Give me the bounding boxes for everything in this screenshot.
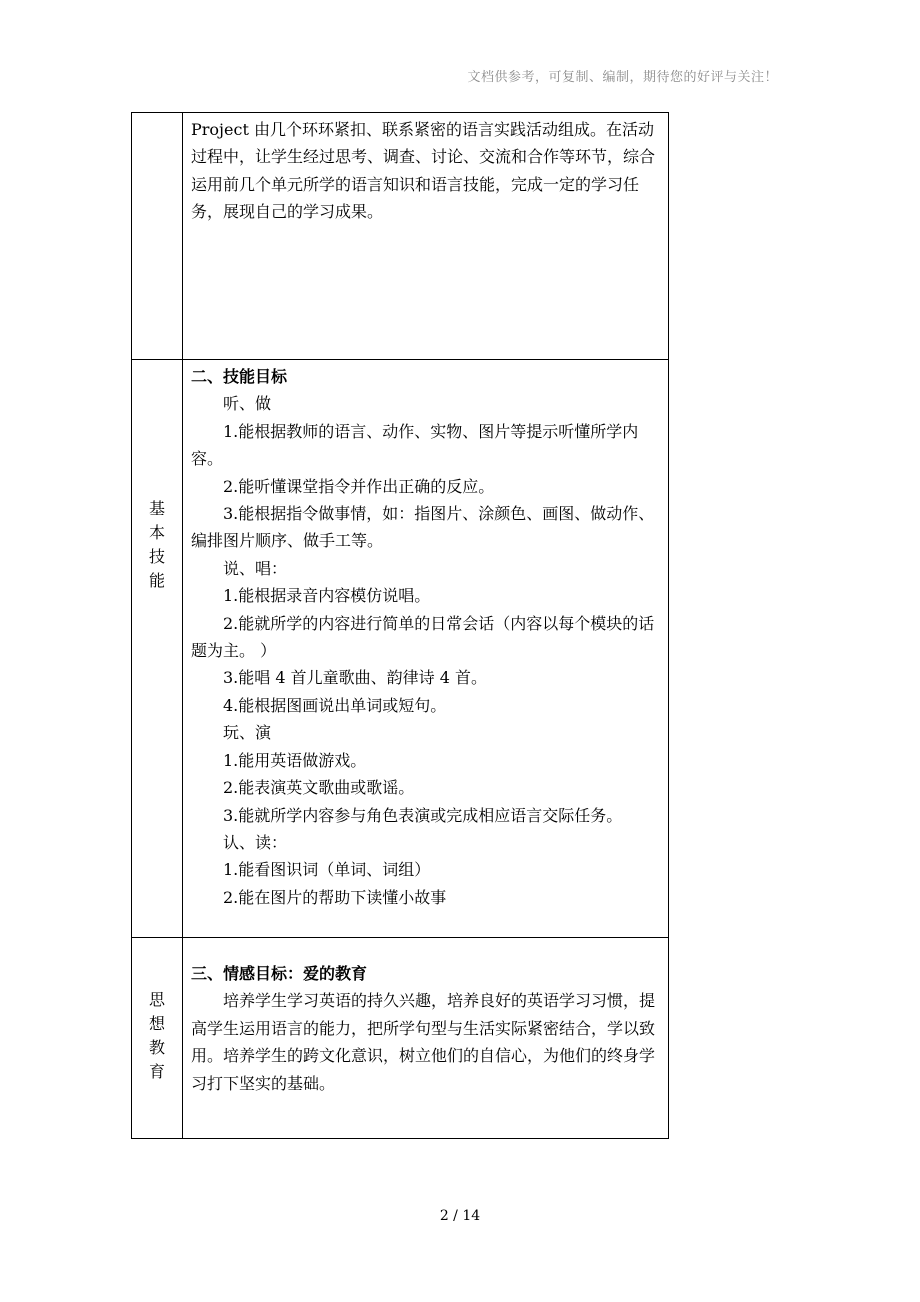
row-content-cell — [183, 938, 669, 1139]
paragraph: 2.能表演英文歌曲或歌谣。 — [223, 778, 415, 798]
table-row — [132, 938, 669, 1139]
section-heading: 二、技能目标 — [191, 367, 288, 386]
row-content — [183, 113, 668, 226]
table-row — [132, 113, 669, 360]
row-label-cell — [132, 360, 183, 938]
paragraph: 2.能听懂课堂指令并作出正确的反应。 — [223, 476, 495, 496]
section-heading: 三、情感目标：爱的教育 — [191, 964, 368, 983]
paragraph: 2.能就所学的内容进行简单的日常会话（内容以每个模块的话题为主。 ） — [191, 613, 655, 661]
paragraph: 培养学生学习英语的持久兴趣，培养良好的英语学习习惯，提高学生运用语言的能力，把所学句型与生活实际紧密结合，学以致用。培养学生的跨文化意识，树立他们的自信心，为他们的终身学习打下坚实的基础。 — [191, 991, 656, 1093]
paragraph: 玩、演 — [223, 723, 272, 743]
paragraph: 听、做 — [223, 394, 272, 414]
paragraph: 3.能根据指令做事情，如：指图片、涂颜色、画图、做动作、编排图片顺序、做手工等。 — [191, 504, 655, 551]
header-note: 文档供参考，可复制、编制，期待您的好评与关注！ — [467, 70, 778, 85]
row-content-cell — [183, 113, 669, 360]
row-label: 基本技能 — [148, 498, 165, 590]
row-label: 思想教育 — [148, 990, 165, 1081]
paragraph: Project 由几个环环紧扣、联系紧密的语言实践活动组成。在活动过程中，让学生经过思考、调查、讨论、交流和合作等环节，综合运用前几个单元所学的语言知识和语言技能，完成一定的学习任务，展现自己的学习成果。 — [191, 120, 656, 222]
paragraph: 3.能唱 4 首儿童歌曲、韵律诗 4 首。 — [223, 668, 487, 688]
paragraph: 认、读： — [223, 832, 288, 852]
paragraph: 4.能根据图画说出单词或短句。 — [223, 695, 447, 715]
paragraph: 3.能就所学内容参与角色表演或完成相应语言交际任务。 — [223, 805, 623, 825]
row-content-cell — [183, 360, 669, 938]
paragraph: 2.能在图片的帮助下读懂小故事 — [223, 887, 447, 907]
paragraph: 1.能用英语做游戏。 — [223, 750, 367, 770]
paragraph: 1.能根据录音内容模仿说唱。 — [223, 586, 431, 606]
page-number: 2 / 14 — [439, 1208, 481, 1224]
paragraph: 1.能根据教师的语言、动作、实物、图片等提示听懂所学内容。 — [191, 421, 639, 469]
row-content — [183, 360, 668, 911]
row-label-cell — [132, 113, 183, 360]
table-row — [132, 360, 669, 938]
row-label-cell — [132, 938, 183, 1139]
row-content — [183, 938, 668, 1097]
lesson-plan-table — [131, 112, 669, 1139]
paragraph: 说、唱： — [223, 558, 288, 578]
paragraph: 1.能看图识词（单词、词组） — [223, 860, 431, 880]
